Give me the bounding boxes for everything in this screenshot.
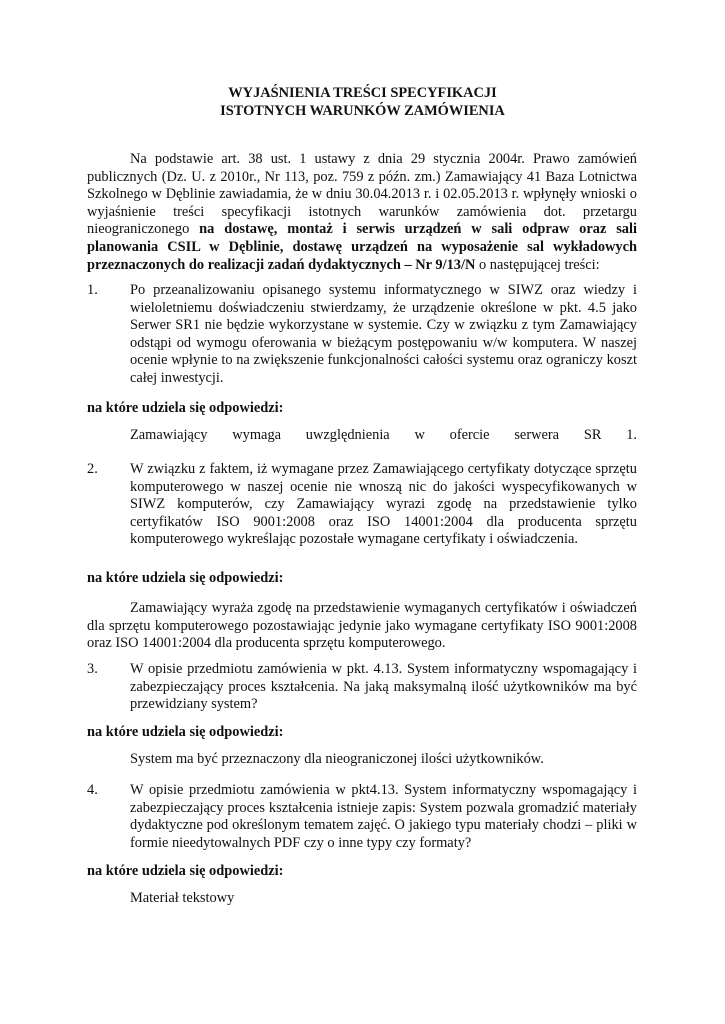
answer-label-3: na które udziela się odpowiedzi: bbox=[87, 724, 284, 740]
question-4-number: 4. bbox=[87, 782, 98, 798]
question-4-text: W opisie przedmiotu zamówienia w pkt4.13. System informatyczny wspomagający i zabezpieczający proces kształcenia istnieje zapis: System pozwala gromadzić materiały dydaktyczne pod określonym tematem zajęć. O jakiego typu materiały chodzi – pliki w formie nieedytowalnych PDF czy o inne typy czy formaty? bbox=[130, 782, 637, 851]
answer-2-text: Zamawiający wyraża zgodę na przedstawienie wymaganych certyfikatów i oświadczeń dla sprzętu komputerowego pozostawiając jedynie jako wymagane certyfikaty ISO 9001:2008 oraz ISO 14001:2004 dla producenta sprzętu komputerowego. bbox=[87, 600, 637, 652]
question-3-number: 3. bbox=[87, 661, 98, 677]
question-1-text: Po przeanalizowaniu opisanego systemu informatycznego w SIWZ oraz wiedzy i wieloletniemu doświadczeniu stwierdzamy, że urządzenie określone w pkt. 4.5 jako Serwer SR1 nie będzie wykorzystane w systemie. Czy w związku z tym Zamawiający odstąpi od wymogu oferowania w bieżącym postępowaniu w/w komputera. W naszej ocenie wpłynie to na zwiększenie funkcjonalności całości systemu oraz ograniczy koszt całej inwestycji. bbox=[130, 282, 637, 386]
answer-1-text: Zamawiający wymaga uwzględnienia w ofercie serwera SR 1. bbox=[130, 427, 637, 443]
intro-tender-subject: na dostawę, montaż i serwis urządzeń w sali odpraw oraz sali planowania CSIL w Dęblinie, dostawę urządzeń na wyposażenie sal wykładowych przeznaczonych do realizacji zadań dydaktycznych – Nr 9/13/N bbox=[87, 221, 637, 273]
intro-text-end: o następującej treści: bbox=[475, 256, 600, 273]
answer-label-4: na które udziela się odpowiedzi: bbox=[87, 863, 284, 879]
answer-4-text: Materiał tekstowy bbox=[130, 890, 235, 906]
question-1-number: 1. bbox=[87, 282, 98, 298]
document-title-line-2: ISTOTNYCH WARUNKÓW ZAMÓWIENIA bbox=[220, 103, 505, 119]
intro-paragraph bbox=[87, 151, 637, 274]
intro-text-start: Na podstawie art. 38 ust. 1 ustawy z dnia 29 stycznia 2004r. Prawo zamówień publicznych (Dz. U. z 2010r., Nr 113, poz. 759 z późn. zm.) Zamawiający 41 Baza Lotnictwa Szkolnego w Dęblinie zawiadamia, że w dniu 30.04.2013 r. i 02.05.2013 r. wpłynęły wnioski o wyjaśnienie treści specyfikacji istotnych warunków zamówienia dot. przetargu nieograniczonego bbox=[87, 151, 637, 238]
answer-3-text: System ma być przeznaczony dla nieograniczonej ilości użytkowników. bbox=[130, 751, 544, 767]
question-2-number: 2. bbox=[87, 461, 98, 477]
answer-label-2: na które udziela się odpowiedzi: bbox=[87, 570, 284, 586]
question-2-text: W związku z faktem, iż wymagane przez Zamawiającego certyfikaty dotyczące sprzętu komputerowego w naszej ocenie nie wnoszą nic do jakości wyspecyfikowanych w SIWZ komputerów, czy Zamawiający wyrazi zgodę na przedstawienie tylko certyfikatów ISO 9001:2008 oraz ISO 14001:2004 dla producenta sprzętu komputerowego wykreślając pozostałe wymagane certyfikaty i oświadczenia. bbox=[130, 461, 637, 548]
answer-label-1: na które udziela się odpowiedzi: bbox=[87, 400, 284, 416]
question-3-text: W opisie przedmiotu zamówienia w pkt. 4.13. System informatyczny wspomagający i zabezpieczający proces kształcenia. Na jaką maksymalną ilość użytkowników ma być przewidziany system? bbox=[130, 661, 637, 713]
document-title-line-1: WYJAŚNIENIA TREŚCI SPECYFIKACJI bbox=[228, 85, 497, 101]
